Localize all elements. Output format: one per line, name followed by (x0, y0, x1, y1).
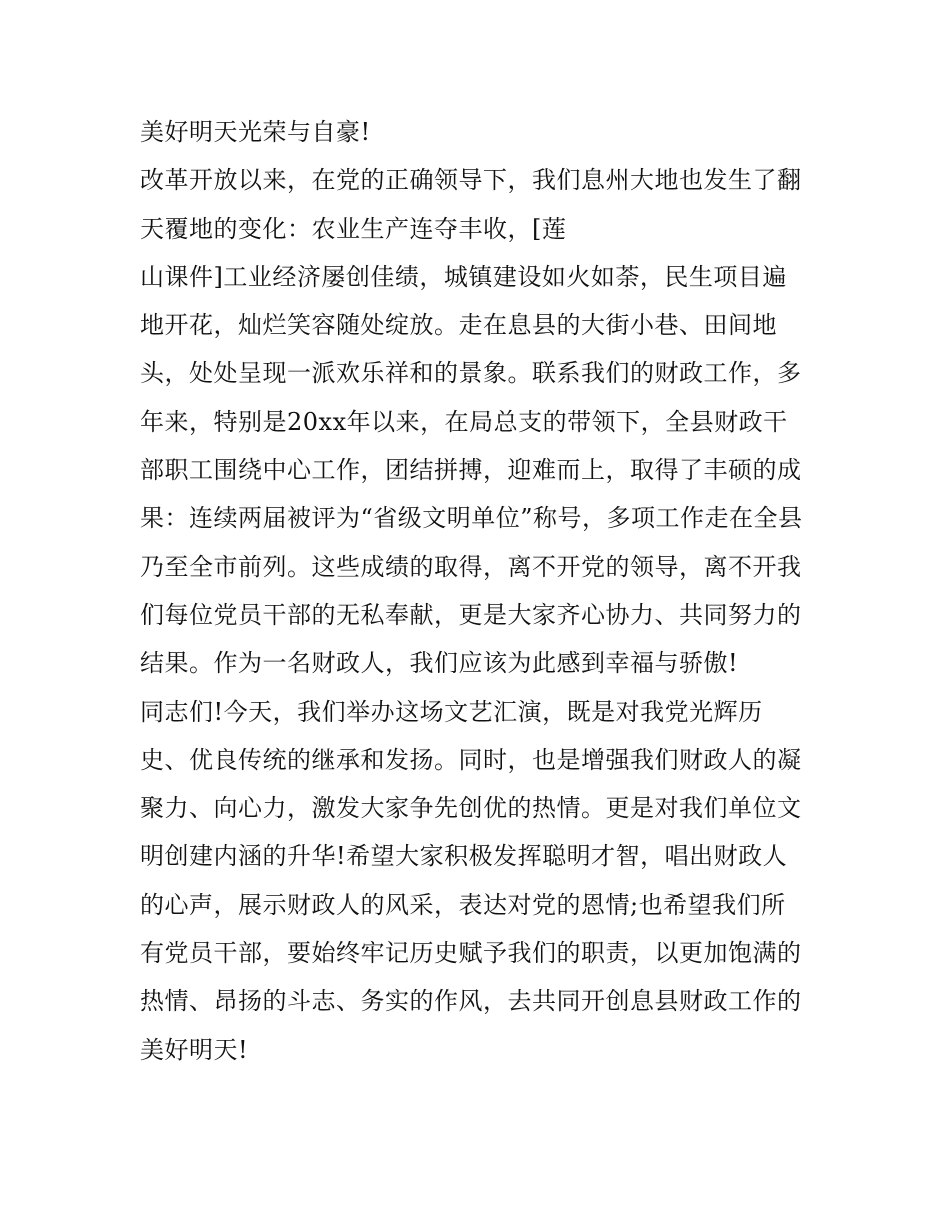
text-line: 年来，特别是20xx年以来，在局总支的带领下，全县财政干 (140, 407, 788, 436)
text-line: 山课件]工业经济屡创佳绩，城镇建设如火如荼，民生项目遍 (140, 262, 787, 291)
text-line: 们每位党员干部的无私奉献，更是大家齐心协力、共同努力的 (140, 600, 802, 629)
text-line: 同志们!今天，我们举办这场文艺汇演，既是对我党光辉历 (140, 697, 763, 726)
text-line: 美好明天! (140, 1035, 249, 1064)
text-line: 美好明天光荣与自豪! (140, 118, 371, 146)
text-line: 的心声，展示财政人的风采，表达对党的恩情;也希望我们所 (140, 890, 786, 919)
text-line: 有党员干部，要始终牢记历史赋予我们的职责，以更加饱满的 (140, 939, 802, 968)
text-line: 天覆地的变化：农业生产连夺丰收，[莲 (140, 214, 567, 243)
text-line: 地开花，灿烂笑容随处绽放。走在息县的大街小巷、田间地 (140, 311, 777, 340)
document-body (140, 108, 820, 1074)
text-line: 部职工围绕中心工作，团结拼搏，迎难而上，取得了丰硕的成 (140, 456, 802, 485)
text-line: 乃至全市前列。这些成绩的取得，离不开党的领导，离不开我 (140, 552, 802, 581)
text-line: 明创建内涵的升华!希望大家积极发挥聪明才智，唱出财政人 (140, 842, 788, 871)
text-line: 聚力、向心力，激发大家争先创优的热情。更是对我们单位文 (140, 794, 802, 823)
text-line: 改革开放以来，在党的正确领导下，我们息州大地也发生了翻 (140, 166, 802, 195)
text-line: 果：连续两届被评为“省级文明单位”称号，多项工作走在全县 (140, 504, 803, 533)
text-line: 头，处处呈现一派欢乐祥和的景象。联系我们的财政工作，多 (140, 359, 802, 388)
text-line: 结果。作为一名财政人，我们应该为此感到幸福与骄傲! (140, 649, 739, 678)
text-line: 热情、昂扬的斗志、务实的作风，去共同开创息县财政工作的 (140, 987, 802, 1016)
text-line: 史、优良传统的继承和发扬。同时，也是增强我们财政人的凝 (140, 745, 802, 774)
